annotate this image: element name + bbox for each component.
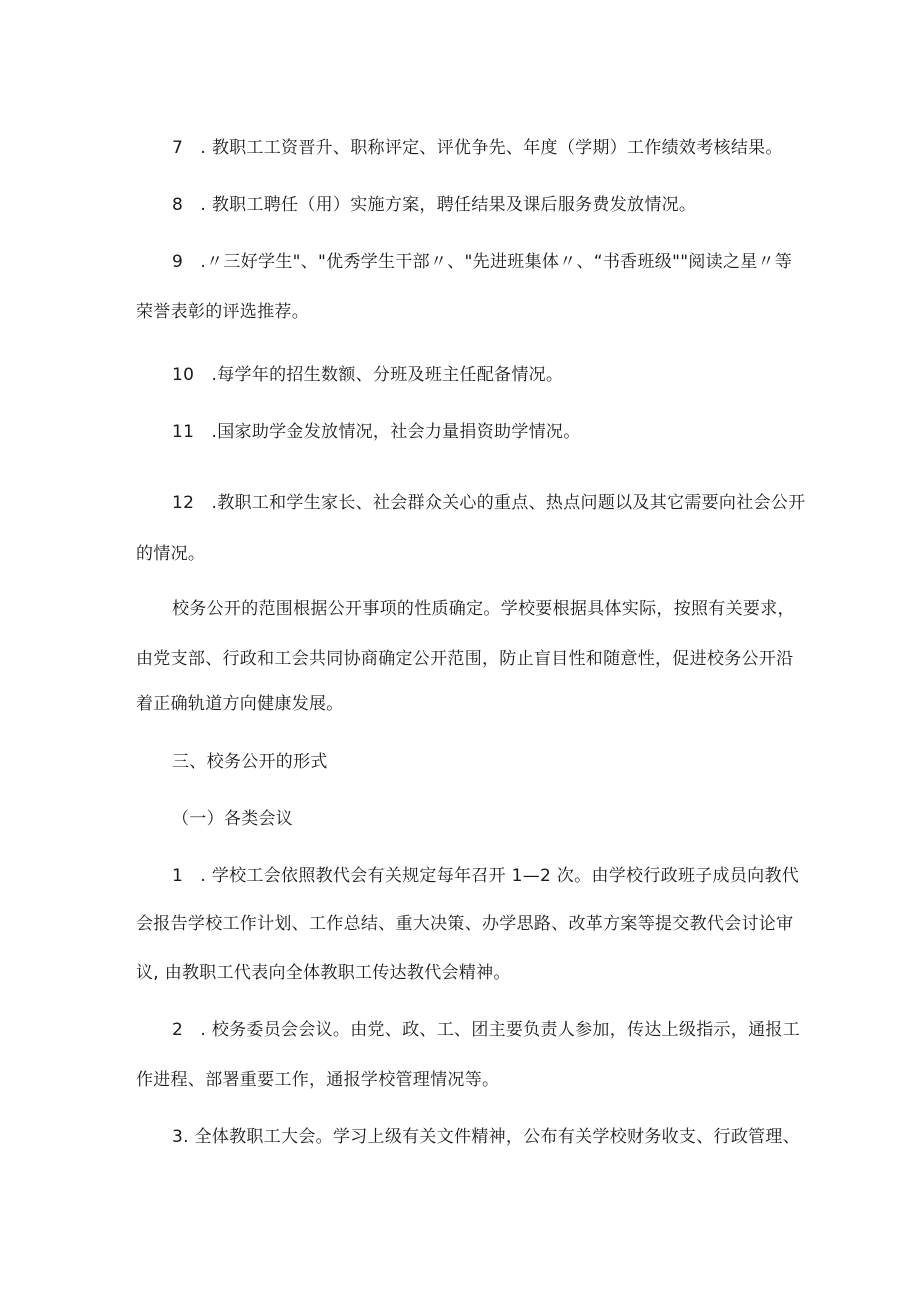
scope-paragraph-line-2: 由党支部、行政和工会共同协商确定公开范围，防止盲目性和随意性，促进校务公开沿 — [136, 649, 794, 669]
scope-paragraph: 校务公开的范围根据公开事项的性质确定。学校要根据具体实际，按照有关要求， — [172, 599, 795, 619]
item-9: 9 .〃三好学生"、"优秀学生干部〃、"先进班集体〃、“书香班级""阅读之星〃等 — [172, 252, 793, 272]
item-12-continued: 的情况。 — [136, 544, 206, 564]
section-heading: 三、校务公开的形式 — [172, 752, 328, 772]
meeting-item-1-line-3: 议, 由教职工代表向全体教职工传达教代会精神。 — [136, 963, 511, 983]
meeting-item-1: 1 . 学校工会依照教代会有关规定每年召开 1—2 次。由学校行政班子成员向教代 — [172, 866, 800, 886]
subsection-heading: （一）各类会议 — [172, 809, 294, 829]
item-8: 8 . 教职工聘任（用）实施方案，聘任结果及课后服务费发放情况。 — [172, 195, 697, 215]
item-7: 7 . 教职工工资晋升、职称评定、评优争先、年度（学期）工作绩效考核结果。 — [172, 138, 783, 158]
scope-paragraph-line-3: 着正确轨道方向健康发展。 — [136, 694, 344, 714]
item-10: 10 .每学年的招生数额、分班及班主任配备情况。 — [172, 365, 564, 385]
item-11: 11 .国家助学金发放情况，社会力量捐资助学情况。 — [172, 422, 581, 442]
meeting-item-2-line-2: 作进程、部署重要工作，通报学校管理情况等。 — [136, 1070, 500, 1090]
item-9-continued: 荣誉表彰的评选推荐。 — [136, 302, 309, 322]
meeting-item-3: 3. 全体教职工大会。学习上级有关文件精神，公布有关学校财务收支、行政管理、 — [172, 1127, 801, 1147]
meeting-item-1-line-2: 会报告学校工作计划、工作总结、重大决策、办学思路、改革方案等提交教代会讨论审 — [136, 914, 794, 934]
meeting-item-2: 2 . 校务委员会会议。由党、政、工、团主要负责人参加，传达上级指示，通报工 — [172, 1020, 801, 1040]
item-12: 12 .教职工和学生家长、社会群众关心的重点、热点问题以及其它需要向社会公开 — [172, 493, 806, 513]
